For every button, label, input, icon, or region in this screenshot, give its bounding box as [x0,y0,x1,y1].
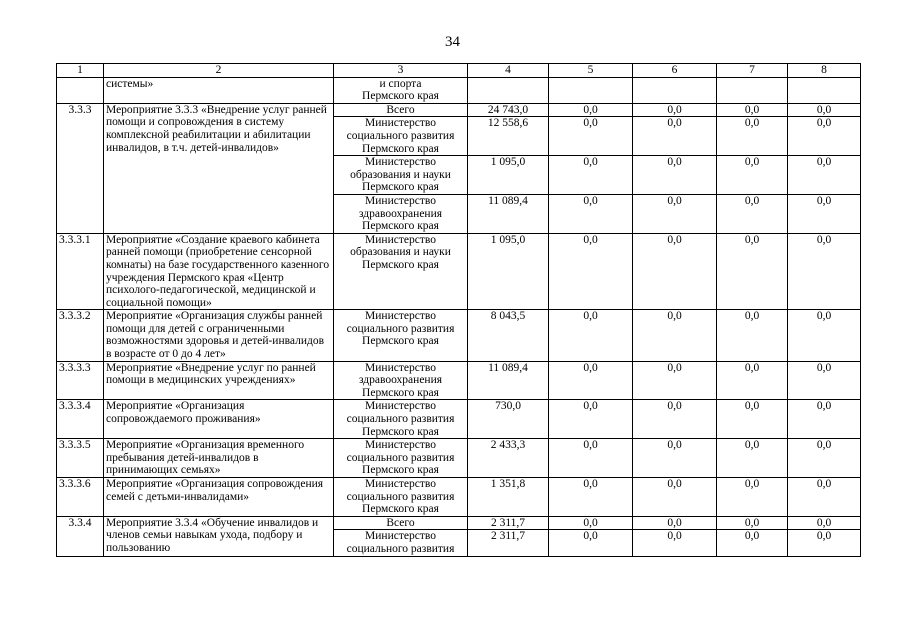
header-cell: 7 [717,64,788,78]
amount-cell: 0,0 [717,117,788,156]
amount-cell: 8 043,5 [468,310,549,361]
row-number: 3.3.3.2 [57,310,104,361]
amount-cell: 0,0 [549,516,633,530]
amount-cell: 0,0 [633,439,717,478]
table-row [57,516,861,530]
amount-cell [788,77,861,103]
amount-cell: 0,0 [717,400,788,439]
amount-cell: 1 095,0 [468,233,549,310]
amount-cell: 0,0 [633,530,717,556]
amount-cell: 0,0 [549,400,633,439]
amount-cell: 1 351,8 [468,478,549,517]
amount-cell: 0,0 [788,361,861,400]
amount-cell: 0,0 [633,117,717,156]
amount-cell: 0,0 [633,156,717,195]
amount-cell: 0,0 [788,310,861,361]
amount-cell: 2 311,7 [468,516,549,530]
funding-source: Министерство образования и науки Пермского края [334,233,468,310]
funding-source: Министерство социального развития Пермского края [334,400,468,439]
funding-source: Министерство социального развития Пермского края [334,117,468,156]
funding-source: Министерство социального развития Пермского края [334,478,468,517]
funding-source: Министерство здравоохранения Пермского края [334,361,468,400]
amount-cell [633,77,717,103]
amount-cell: 24 743,0 [468,103,549,117]
amount-cell: 0,0 [633,516,717,530]
amount-cell: 0,0 [633,361,717,400]
amount-cell: 0,0 [717,439,788,478]
activity-name: Мероприятие 3.3.4 «Обучение инвалидов и членов семьи навыкам ухода, подбору и пользованию [104,516,334,556]
amount-cell: 0,0 [549,530,633,556]
funding-source: Министерство социального развития Пермского края [334,310,468,361]
row-number: 3.3.4 [57,516,104,556]
amount-cell: 0,0 [633,103,717,117]
activity-name: Мероприятие «Организация службы ранней помощи для детей с ограниченными возможностями здоровья и детей-инвалидов в возрасте от 0 до 4 лет» [104,310,334,361]
amount-cell: 0,0 [717,361,788,400]
amount-cell: 0,0 [788,439,861,478]
amount-cell: 0,0 [549,103,633,117]
row-number: 3.3.3.3 [57,361,104,400]
amount-cell: 0,0 [549,361,633,400]
amount-cell: 0,0 [633,478,717,517]
funding-source: Министерство социального развития Пермского края [334,439,468,478]
amount-cell: 1 095,0 [468,156,549,195]
amount-cell: 2 311,7 [468,530,549,556]
amount-cell: 11 089,4 [468,194,549,233]
funding-source: Всего [334,103,468,117]
amount-cell: 12 558,6 [468,117,549,156]
amount-cell [717,77,788,103]
amount-cell: 0,0 [788,117,861,156]
amount-cell: 0,0 [717,478,788,517]
header-cell: 4 [468,64,549,78]
table-row [57,400,861,439]
table-row [57,103,861,117]
amount-cell: 0,0 [788,400,861,439]
table-row [57,478,861,517]
amount-cell: 0,0 [633,194,717,233]
activity-name: Мероприятие «Внедрение услуг по ранней помощи в медицинских учреждениях» [104,361,334,400]
table-row [57,310,861,361]
funding-source: Министерство социального развития [334,530,468,556]
amount-cell: 0,0 [717,233,788,310]
header-cell: 2 [104,64,334,78]
amount-cell: 0,0 [788,530,861,556]
page-number: 34 [445,34,460,50]
row-number: 3.3.3.1 [57,233,104,310]
amount-cell: 0,0 [788,478,861,517]
amount-cell: 0,0 [549,478,633,517]
amount-cell: 0,0 [549,439,633,478]
header-cell: 5 [549,64,633,78]
row-number: 3.3.3 [57,103,104,233]
header-cell: 3 [334,64,468,78]
program-table [56,63,861,557]
amount-cell: 2 433,3 [468,439,549,478]
amount-cell: 730,0 [468,400,549,439]
amount-cell: 11 089,4 [468,361,549,400]
funding-source: Министерство образования и науки Пермского края [334,156,468,195]
amount-cell [549,77,633,103]
activity-name: Мероприятие «Организация сопровождения семей с детьми-инвалидами» [104,478,334,517]
table-row [57,77,861,103]
header-cell: 6 [633,64,717,78]
amount-cell: 0,0 [633,310,717,361]
row-number [57,77,104,103]
table-row [57,439,861,478]
funding-source: и спорта Пермского края [334,77,468,103]
row-number: 3.3.3.5 [57,439,104,478]
table-row [57,361,861,400]
amount-cell: 0,0 [717,156,788,195]
row-number: 3.3.3.6 [57,478,104,517]
amount-cell: 0,0 [549,310,633,361]
funding-source: Всего [334,516,468,530]
amount-cell: 0,0 [549,194,633,233]
table-body [57,64,861,557]
amount-cell: 0,0 [788,516,861,530]
activity-name: Мероприятие «Организация временного пребывания детей-инвалидов в принимающих семьях» [104,439,334,478]
header-cell: 8 [788,64,861,78]
activity-name: Мероприятие «Создание краевого кабинета ранней помощи (приобретение сенсорной комнаты) на базе государственного казенного учреждения Пермского края «Центр психолого-педагогической, медицинской и социальной помощи» [104,233,334,310]
table-row [57,233,861,310]
activity-name: системы» [104,77,334,103]
amount-cell: 0,0 [633,233,717,310]
amount-cell: 0,0 [549,233,633,310]
amount-cell: 0,0 [717,530,788,556]
amount-cell [468,77,549,103]
amount-cell: 0,0 [717,516,788,530]
amount-cell: 0,0 [549,117,633,156]
funding-source: Министерство здравоохранения Пермского края [334,194,468,233]
header-cell: 1 [57,64,104,78]
amount-cell: 0,0 [788,194,861,233]
amount-cell: 0,0 [549,156,633,195]
amount-cell: 0,0 [717,103,788,117]
amount-cell: 0,0 [788,233,861,310]
amount-cell: 0,0 [788,103,861,117]
activity-name: Мероприятие «Организация сопровождаемого проживания» [104,400,334,439]
amount-cell: 0,0 [717,194,788,233]
row-number: 3.3.3.4 [57,400,104,439]
activity-name: Мероприятие 3.3.3 «Внедрение услуг ранней помощи и сопровождения в систему комплексной реабилитации и абилитации инвалидов, в т.ч. детей-инвалидов» [104,103,334,233]
table-header-row [57,64,861,78]
amount-cell: 0,0 [788,156,861,195]
amount-cell: 0,0 [633,400,717,439]
amount-cell: 0,0 [717,310,788,361]
